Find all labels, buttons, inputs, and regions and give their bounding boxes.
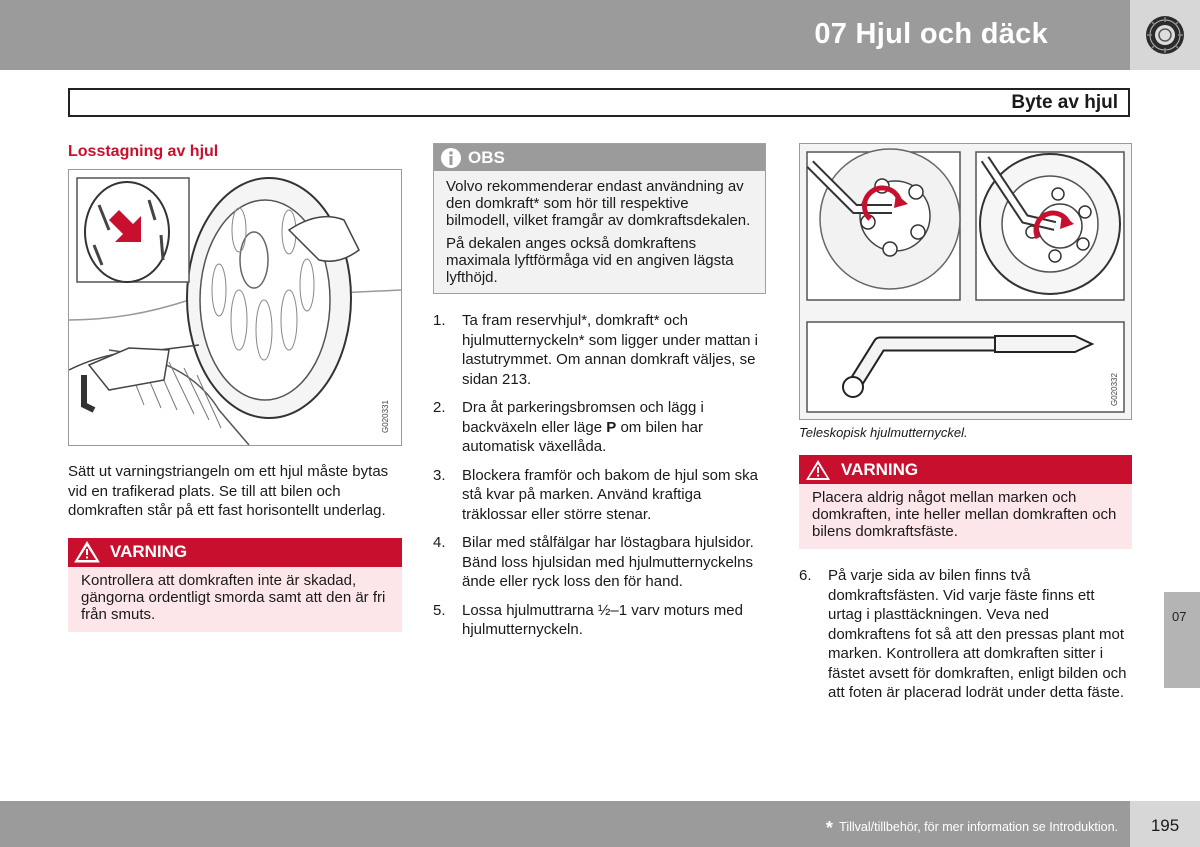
wheel-illustration (69, 170, 401, 445)
step-text: Blockera framför och bakom de hjul som ska stå kvar på marken. Använd kraftiga träklossar eller större stenar. (462, 466, 758, 523)
warning-triangle-icon (805, 455, 835, 484)
left-column (68, 143, 402, 632)
figure-caption: Teleskopisk hjulmutternyckel. (799, 425, 968, 440)
chapter-side-tab (1164, 592, 1200, 688)
steps-list (433, 311, 766, 640)
step-text-part: om bilen har automatisk växellåda. (462, 418, 703, 455)
warning-label: VARNING (110, 542, 188, 561)
warning-triangle-icon (74, 538, 104, 567)
step-number: 4. (433, 534, 446, 551)
section-title: Byte av hjul (1011, 92, 1118, 113)
asterisk-mark: * (825, 818, 833, 838)
step-text (462, 398, 766, 457)
warning-box (799, 455, 1132, 549)
note-label: OBS (468, 147, 505, 167)
chapter-icon-box (1130, 0, 1200, 70)
figure-code: G020331 (381, 400, 390, 433)
step-item (433, 601, 766, 640)
middle-column (433, 143, 766, 640)
warning-text: Kontrollera att domkraften inte är skadad, gängorna ordentligt smorda samt att den är fri från smuts. (81, 571, 386, 623)
warning-label: VARNING (841, 459, 919, 479)
step-number: 1. (433, 312, 446, 329)
wrench-figure (800, 144, 1131, 419)
wheel-removal-illustration (68, 169, 402, 446)
chapter-header-band (0, 0, 1130, 70)
step-item (433, 466, 766, 525)
warning-header (68, 538, 402, 567)
step-number: 5. (433, 601, 446, 619)
info-icon (434, 144, 468, 171)
step-item (433, 398, 766, 457)
right-column (799, 143, 1132, 703)
step-item (433, 311, 766, 389)
note-box (433, 143, 766, 294)
step-text: På varje sida av bilen finns två domkraftsfästen. Vid varje fäste finns ett urtag i plasttäckningen. Veva ned domkraftens fot så att den pressas plant mot marken. Kontrollera att domkraften sitter i fästet avsett för domkraften, enligt bilden och att foten är placerad lodrät under detta fäste. (828, 567, 1127, 701)
safety-paragraph: Sätt ut varningstriangeln om ett hjul måste bytas vid en trafikerad plats. Se till att bilen och domkraften står på ett fast horisontellt underlag. (68, 463, 389, 519)
step-number: 3. (433, 466, 446, 484)
tire-icon (1144, 14, 1186, 56)
note-body (434, 171, 765, 293)
step-text: Bilar med stålfälgar har löstagbara hjulsidor. Bänd loss hjulsidan med hjulmutternyckelns ände eller ryck loss den för hand. (462, 534, 754, 590)
wrench-illustration (799, 143, 1132, 420)
step-item (799, 566, 1132, 703)
step-text: Lossa hjulmuttrarna ½–1 varv moturs med hjulmutternyckeln. (462, 601, 743, 638)
step-number: 6. (799, 567, 812, 584)
warning-header (799, 455, 1132, 484)
gear-position: P (606, 418, 617, 436)
step-text: Ta fram reservhjul*, domkraft* och hjulmutternyckeln* som ligger under mattan i lastutrymmet. Om annan domkraft väljes, se sidan 213. (462, 312, 758, 388)
chapter-tab-number: 07 (1172, 609, 1187, 624)
note-paragraph: Volvo rekommenderar endast användning av den domkraft* som hör till respektive bilmodell, vilket framgår av domkraftsdekalen. (446, 178, 751, 229)
footer-note-text: Tillval/tillbehör, för mer information se Introduktion. (839, 820, 1118, 834)
note-header (434, 144, 765, 171)
chapter-title: 07 Hjul och däck (814, 18, 1048, 50)
footer-note (826, 818, 1118, 839)
step-text-part: Dra åt parkeringsbromsen och lägg i backväxeln eller läge (462, 399, 704, 436)
page-number: 195 (1130, 801, 1200, 847)
step-item (433, 533, 766, 592)
footer-band (0, 801, 1130, 847)
warning-box (68, 538, 402, 632)
subsection-heading: Losstagning av hjul (68, 143, 219, 160)
step-number: 2. (433, 399, 446, 416)
note-paragraph: På dekalen anges också domkraftens maximala lyftförmåga vid en angiven lägsta lyfthöjd. (446, 235, 734, 286)
figure-code: G020332 (1110, 373, 1119, 406)
section-title-box (68, 88, 1130, 117)
steps-list (799, 566, 1132, 703)
warning-text: Placera aldrig något mellan marken och domkraften, inte heller mellan domkraften och bilens domkraftsfäste. (812, 489, 1117, 540)
